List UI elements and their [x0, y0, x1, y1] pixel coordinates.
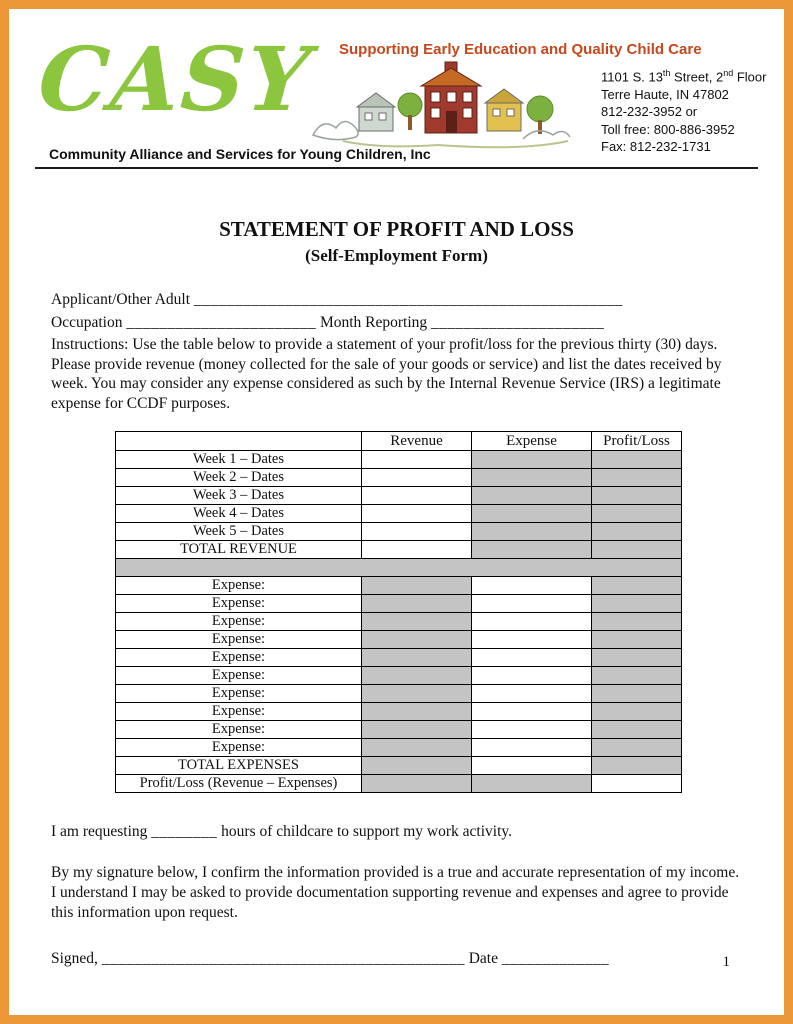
profit-loss-cell — [592, 469, 682, 487]
casy-logo: CASY — [35, 27, 316, 131]
address-line-2: Terre Haute, IN 47802 — [601, 86, 729, 102]
expense-cell — [472, 541, 592, 559]
table-row-total-revenue — [116, 541, 682, 559]
requesting-line — [51, 823, 742, 841]
profit-loss-cell — [592, 667, 682, 685]
revenue-cell — [362, 487, 472, 505]
table-row-expense — [116, 595, 682, 613]
applicant-blank: ____________________________________________________ — [193, 291, 623, 308]
expense-label: Expense: — [116, 721, 362, 739]
signature-paragraph: By my signature below, I confirm the information provided is a true and accurate representation of my income. I understand I may be asked to provide documentation supporting revenue and expenses and agree to provide this information upon request. — [51, 864, 740, 921]
table-row-week — [116, 487, 682, 505]
expense-cell — [472, 631, 592, 649]
revenue-cell — [362, 775, 472, 793]
table-row-profit-loss — [116, 775, 682, 793]
expense-label: Expense: — [116, 595, 362, 613]
expense-cell — [472, 703, 592, 721]
signature-blank: ____________________________________________ — [101, 950, 465, 967]
profit-loss-label: Profit/Loss (Revenue – Expenses) — [116, 775, 362, 793]
expense-cell — [472, 739, 592, 757]
expense-label: Expense: — [116, 649, 362, 667]
expense-cell — [472, 649, 592, 667]
table-row-expense — [116, 631, 682, 649]
document-page — [9, 9, 784, 1015]
header-divider — [35, 167, 758, 169]
profit-loss-cell — [592, 631, 682, 649]
table-row-expense — [116, 739, 682, 757]
date-blank: _____________ — [501, 950, 610, 967]
revenue-cell — [362, 685, 472, 703]
address-line-1: 1101 S. 13th Street, 2nd Floor — [601, 68, 767, 85]
revenue-cell — [362, 649, 472, 667]
table-row-week — [116, 523, 682, 541]
profit-loss-cell — [592, 649, 682, 667]
address-line-4: Toll free: 800-886-3952 — [601, 121, 735, 137]
revenue-cell — [362, 541, 472, 559]
expense-cell — [472, 775, 592, 793]
table-row-expense — [116, 667, 682, 685]
tagline: Supporting Early Education and Quality Child Care — [339, 41, 702, 58]
expense-label: Expense: — [116, 631, 362, 649]
occupation-line — [51, 313, 742, 333]
revenue-cell — [362, 739, 472, 757]
header-profit-loss: Profit/Loss — [592, 432, 682, 451]
expense-cell — [472, 721, 592, 739]
address-block — [601, 65, 766, 156]
revenue-cell — [362, 721, 472, 739]
profit-loss-cell — [592, 523, 682, 541]
profit-loss-cell — [592, 451, 682, 469]
week-label: Week 5 – Dates — [116, 523, 362, 541]
expense-cell — [472, 487, 592, 505]
table-row-week — [116, 451, 682, 469]
expense-cell — [472, 469, 592, 487]
separator-cell — [116, 559, 682, 577]
profit-loss-cell — [592, 775, 682, 793]
expense-cell — [472, 667, 592, 685]
week-label: Week 4 – Dates — [116, 505, 362, 523]
revenue-cell — [362, 469, 472, 487]
requesting-prefix: I am requesting — [51, 823, 148, 840]
revenue-cell — [362, 613, 472, 631]
expense-label: Expense: — [116, 739, 362, 757]
expense-label: Expense: — [116, 703, 362, 721]
revenue-cell — [362, 631, 472, 649]
expense-label: Expense: — [116, 685, 362, 703]
revenue-cell — [362, 595, 472, 613]
total-expenses-label: TOTAL EXPENSES — [116, 757, 362, 775]
signed-line — [51, 950, 742, 968]
expense-cell — [472, 505, 592, 523]
form-subtitle: (Self-Employment Form) — [305, 246, 488, 265]
occupation-label: Occupation — [51, 313, 123, 331]
organization-name: Community Alliance and Services for Young Children, Inc — [49, 146, 431, 162]
occupation-blank: _______________________ — [126, 313, 317, 331]
table-row-expense — [116, 685, 682, 703]
table-separator-row — [116, 559, 682, 577]
profit-loss-cell — [592, 739, 682, 757]
profit-loss-cell — [592, 595, 682, 613]
expense-cell — [472, 685, 592, 703]
applicant-line — [51, 290, 742, 310]
table-row-total-expenses — [116, 757, 682, 775]
profit-loss-table — [115, 431, 682, 793]
revenue-cell — [362, 451, 472, 469]
hours-blank: ________ — [151, 823, 218, 840]
revenue-cell — [362, 523, 472, 541]
revenue-cell — [362, 577, 472, 595]
week-label: Week 2 – Dates — [116, 469, 362, 487]
month-reporting-blank: _____________________ — [431, 313, 605, 331]
profit-loss-cell — [592, 721, 682, 739]
address-line-5: Fax: 812-232-1731 — [601, 139, 711, 155]
revenue-cell — [362, 505, 472, 523]
page-number: 1 — [722, 954, 730, 970]
expense-cell — [472, 523, 592, 541]
signed-label: Signed, — [51, 950, 98, 967]
week-label: Week 1 – Dates — [116, 451, 362, 469]
profit-loss-cell — [592, 541, 682, 559]
week-label: Week 3 – Dates — [116, 487, 362, 505]
date-label: Date — [468, 950, 498, 967]
expense-label: Expense: — [116, 613, 362, 631]
month-reporting-label: Month Reporting — [319, 313, 428, 331]
form-title: STATEMENT OF PROFIT AND LOSS — [219, 217, 574, 241]
form-body — [51, 181, 742, 968]
letterhead — [9, 9, 784, 172]
instructions-paragraph: Instructions: Use the table below to provide a statement of your profit/loss for the previous thirty (30) days. Please provide revenue (money collected for the sale of your goods or service) and list the dates received by week. You may consider any expense considered as such by the Internal Revenue Service (IRS) a legitimate expense for CCDF purposes. — [51, 336, 722, 412]
table-row-expense — [116, 613, 682, 631]
profit-loss-cell — [592, 613, 682, 631]
expense-label: Expense: — [116, 577, 362, 595]
table-row-expense — [116, 577, 682, 595]
table-row-expense — [116, 703, 682, 721]
table-row-expense — [116, 649, 682, 667]
applicant-label: Applicant/Other Adult — [51, 291, 191, 308]
table-header-row — [116, 432, 682, 451]
requesting-suffix: hours of childcare to support my work activity. — [221, 823, 513, 840]
profit-loss-cell — [592, 703, 682, 721]
revenue-cell — [362, 667, 472, 685]
expense-cell — [472, 451, 592, 469]
expense-cell — [472, 613, 592, 631]
expense-cell — [472, 577, 592, 595]
address-line-3: 812-232-3952 or — [601, 104, 698, 120]
profit-loss-cell — [592, 685, 682, 703]
profit-loss-cell — [592, 757, 682, 775]
table-row-week — [116, 505, 682, 523]
header-blank-cell — [116, 432, 362, 451]
table-row-week — [116, 469, 682, 487]
neighborhood-illustration — [307, 59, 575, 154]
table-row-expense — [116, 721, 682, 739]
revenue-cell — [362, 757, 472, 775]
profit-loss-cell — [592, 577, 682, 595]
expense-cell — [472, 757, 592, 775]
profit-loss-cell — [592, 487, 682, 505]
header-expense: Expense — [472, 432, 592, 451]
total-revenue-label: TOTAL REVENUE — [116, 541, 362, 559]
expense-label: Expense: — [116, 667, 362, 685]
expense-cell — [472, 595, 592, 613]
revenue-cell — [362, 703, 472, 721]
profit-loss-cell — [592, 505, 682, 523]
header-revenue: Revenue — [362, 432, 472, 451]
